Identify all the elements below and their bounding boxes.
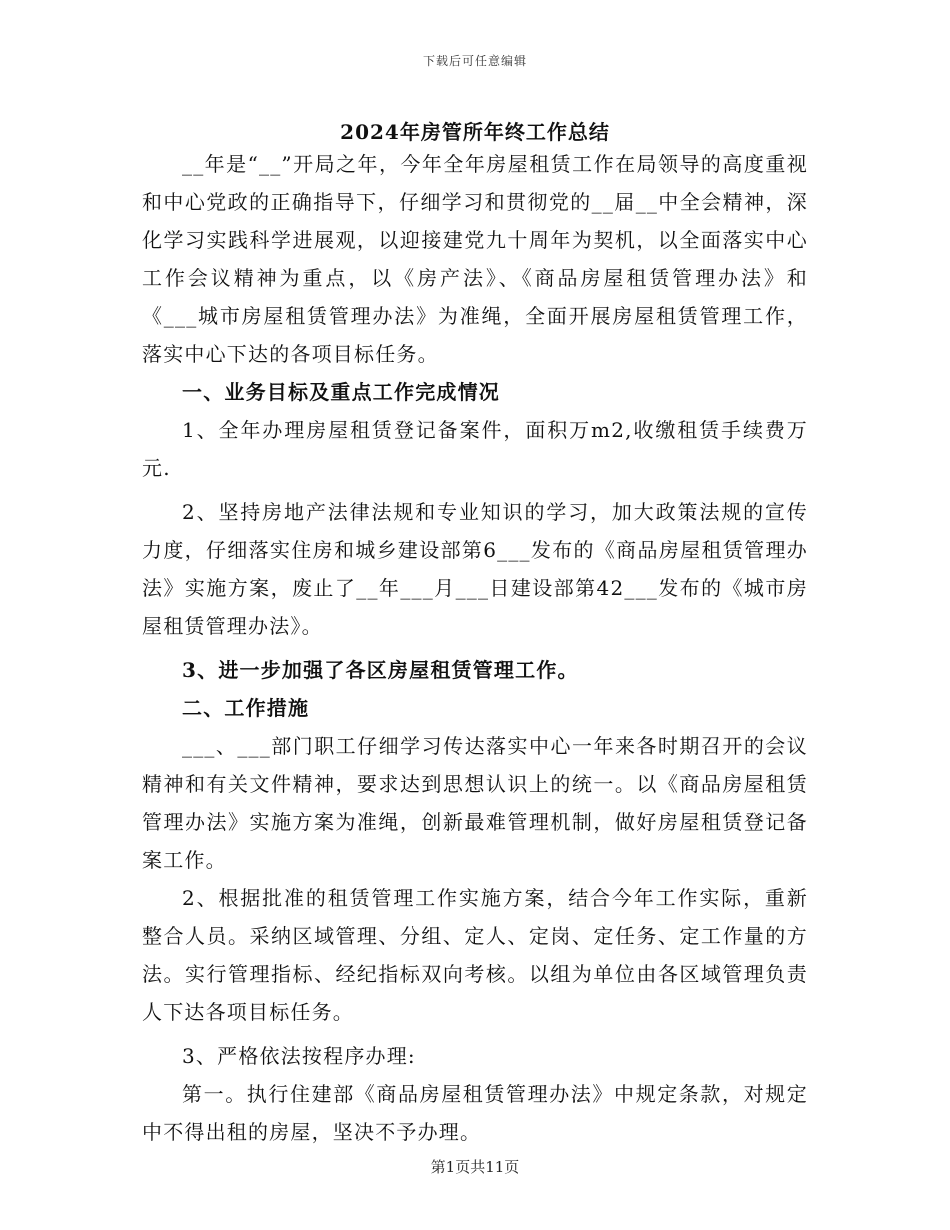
- body-paragraph: ___、___部门职工仔细学习传达落实中心一年来各时期召开的会议精神和有关文件精神，要求达到思想认识上的统一。以《商品房屋租赁管理办法》实施方案为准绳，创新最难管理机制，做好房屋租赁登记备案工作。: [142, 734, 808, 872]
- page-footer: 第1页共11页: [430, 1158, 520, 1176]
- body-paragraph: 2、根据批准的租赁管理工作实施方案，结合今年工作实际，重新整合人员。采纳区域管理、分组、定人、定岗、定任务、定工作量的方法。实行管理指标、经纪指标双向考核。以组为单位由各区域管理负责人下达各项目标任务。: [142, 886, 808, 1024]
- body-paragraph: 3、严格依法按程序办理:: [182, 1044, 416, 1068]
- document-title: 2024年房管所年终工作总结: [340, 120, 610, 144]
- header-note: 下载后可任意编辑: [422, 54, 527, 68]
- section-heading-1: 一、业务目标及重点工作完成情况: [182, 380, 500, 404]
- section-heading-2: 二、工作措施: [182, 696, 310, 720]
- body-paragraph: 1、全年办理房屋租赁登记备案件，面积万m2,收缴租赁手续费万元.: [142, 418, 808, 480]
- bold-item: 3、进一步加强了各区房屋租赁管理工作。: [182, 658, 579, 682]
- intro-paragraph: __年是“__”开局之年，今年全年房屋租赁工作在局领导的高度重视和中心党政的正确指导下，仔细学习和贯彻党的__届__中全会精神，深化学习实践科学进展观，以迎接建党九十周年为契机，以全面落实中心工作会议精神为重点，以《房产法》、《商品房屋租赁管理办法》和《___城市房屋租赁管理办法》为准绳，全面开展房屋租赁管理工作，落实中心下达的各项目标任务。: [142, 152, 808, 366]
- body-paragraph: 第一。执行住建部《商品房屋租赁管理办法》中规定条款，对规定中不得出租的房屋，坚决不予办理。: [142, 1082, 808, 1144]
- body-paragraph: 2、坚持房地产法律法规和专业知识的学习，加大政策法规的宣传力度，仔细落实住房和城乡建设部第6___发布的《商品房屋租赁管理办法》实施方案，废止了__年___月___日建设部第42___发布的《城市房屋租赁管理办法》。: [142, 500, 808, 638]
- document-body: [142, 145, 808, 1151]
